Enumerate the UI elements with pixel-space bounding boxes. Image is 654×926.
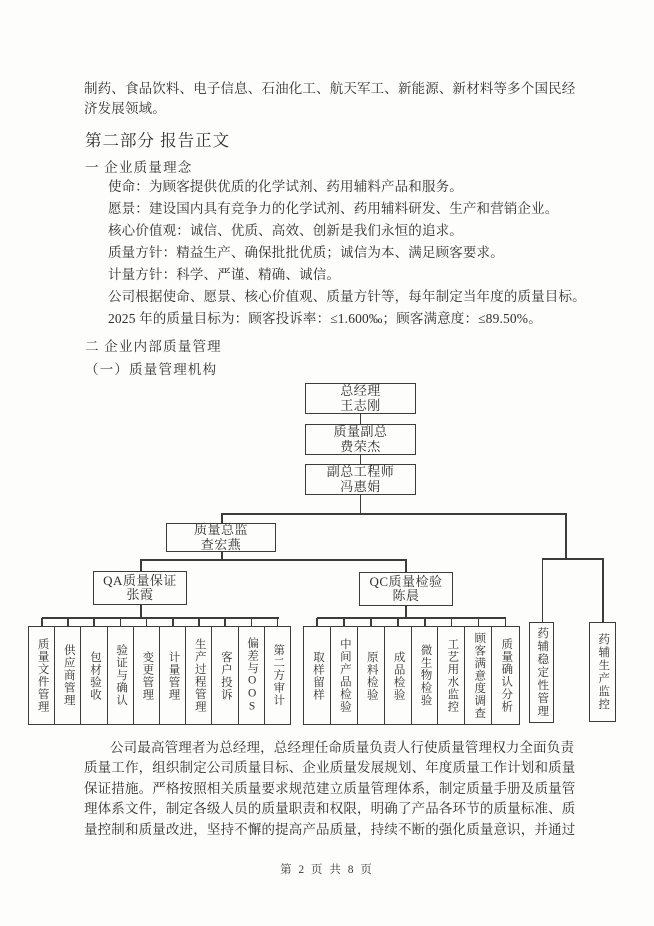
connector-line: [360, 454, 362, 464]
connector-line: [140, 559, 142, 571]
org-node-customer-complaints: 客户投诉: [211, 626, 239, 725]
closing-paragraph: [84, 738, 575, 840]
connector-line: [542, 558, 544, 622]
org-node-quality-director: [166, 523, 276, 552]
closing-line: 质量工作，组织制定公司质量目标、企业质量发展规划、年度质量工作计划和质量: [84, 760, 576, 776]
connector-line: [140, 559, 406, 561]
closing-line: 量控制和质量改进，坚持不懈的提高产品质量，持续不断的强化质量意识，并通过: [84, 821, 576, 837]
org-node-title: 质量副总: [333, 424, 388, 439]
closing-line: 保证措施。严格按照相关质量要求规范建立质量管理体系，制定质量手册及质量管: [84, 780, 576, 796]
org-node-name: 王志刚: [340, 397, 381, 413]
org-node-qa: [93, 571, 187, 605]
org-node-quality-vp: [305, 424, 416, 455]
org-node-validation-confirmation: 验证与确认: [107, 626, 135, 725]
org-node-name: 查宏燕: [200, 536, 242, 552]
connector-line: [221, 513, 567, 515]
closing-line: 理体系文件，制定各级人员的质量职责和权限，明确了产品各环节的质量标准、质: [84, 801, 576, 817]
org-node-excipient-stability-management: 药辅稳定性管理: [529, 622, 554, 723]
philosophy-2025-goals: 2025 年的质量目标为：顾客投诉率：≤1.600‰；顾客满意度：≤89.50%。: [108, 311, 542, 326]
connector-line: [42, 617, 279, 619]
org-node-metrology-management: 计量管理: [159, 626, 187, 725]
intro-line-2: 济发展领域。: [84, 101, 166, 116]
org-node-packaging-acceptance: 包材验收: [80, 626, 108, 725]
philosophy-quality-policy: 质量方针：精益生产、确保批批优质；诚信为本、满足顾客要求。: [108, 245, 504, 260]
philosophy-core-values: 核心价值观：诚信、优质、高效、创新是我们永恒的追求。: [108, 223, 463, 238]
org-node-process-water-monitoring: 工艺用水监控: [437, 626, 465, 725]
connector-line: [565, 513, 567, 559]
org-node-second-party-audit: 第二方审计: [264, 626, 292, 725]
philosophy-goal-setting: 公司根据使命、愿景、核心价值观、质量方针等，每年制定当年度的质量目标。: [108, 289, 586, 304]
org-node-microbial-inspection: 微生物检验: [411, 626, 439, 725]
org-node-deputy-chief-engineer: [305, 464, 416, 495]
org-node-name: 冯惠娟: [340, 478, 381, 494]
org-node-finished-product-inspection: 成品检验: [384, 626, 412, 725]
org-node-production-process: 生产过程管理: [185, 626, 213, 725]
org-node-name: 陈晨: [392, 588, 420, 603]
org-node-title: 副总工程师: [326, 464, 395, 479]
org-node-general-manager: [305, 383, 416, 414]
qc-children-group: [303, 626, 520, 725]
philosophy-mission: 使命：为顾客提供优质的化学试剂、药用辅料产品和服务。: [108, 179, 463, 194]
connector-line: [542, 558, 604, 560]
org-node-document-management: 质量文件管理: [28, 626, 56, 725]
org-node-name: 费荣杰: [340, 438, 381, 454]
qa-children-group: [28, 626, 291, 725]
org-node-name: 张霞: [126, 587, 154, 602]
org-node-deviation-oos: 偏差与OOS: [238, 626, 266, 725]
closing-line: 公司最高管理者为总经理，总经理任命质量负责人行使质量管理权力全面负责: [110, 740, 575, 755]
connector-line: [602, 558, 604, 622]
intro-line-1: 制药、食品饮料、电子信息、石油化工、航天军工、新能源、新材料等多个国民经: [84, 81, 576, 96]
org-node-title: 总经理: [340, 383, 381, 398]
org-node-qc: [359, 572, 453, 606]
section1-heading: 一 企业质量理念: [85, 160, 193, 175]
org-node-sampling-retention: 取样留样: [303, 626, 331, 725]
org-node-title: QC质量检验: [369, 573, 443, 589]
org-node-customer-satisfaction-survey: 顾客满意度调查: [464, 626, 492, 725]
part-heading: 第二部分 报告正文: [85, 131, 231, 150]
connector-line: [360, 413, 362, 424]
page-number: 第 2 页 共 8 页: [280, 864, 374, 876]
section2-heading: 二 企业内部质量管理: [85, 339, 222, 354]
org-node-title: 质量总监: [193, 522, 248, 537]
org-node-change-management: 变更管理: [133, 626, 161, 725]
connector-line: [360, 494, 362, 514]
org-node-title: QA质量保证: [103, 572, 177, 588]
philosophy-metrology-policy: 计量方针：科学、严谨、精确、诚信。: [108, 267, 341, 282]
section2-sub-heading: （一）质量管理机构: [85, 362, 218, 377]
philosophy-vision: 愿景：建设国内具有竞争力的化学试剂、药用辅料研发、生产和营销企业。: [108, 201, 559, 216]
org-node-raw-material-inspection: 原料检验: [357, 626, 385, 725]
connector-line: [405, 559, 407, 572]
org-node-supplier-management: 供应商管理: [54, 626, 82, 725]
org-node-intermediate-inspection: 中间产品检验: [330, 626, 358, 725]
org-node-quality-confirmation-analysis: 质量确认分析: [491, 626, 519, 725]
org-node-excipient-production-monitoring: 药辅生产监控: [589, 622, 616, 722]
